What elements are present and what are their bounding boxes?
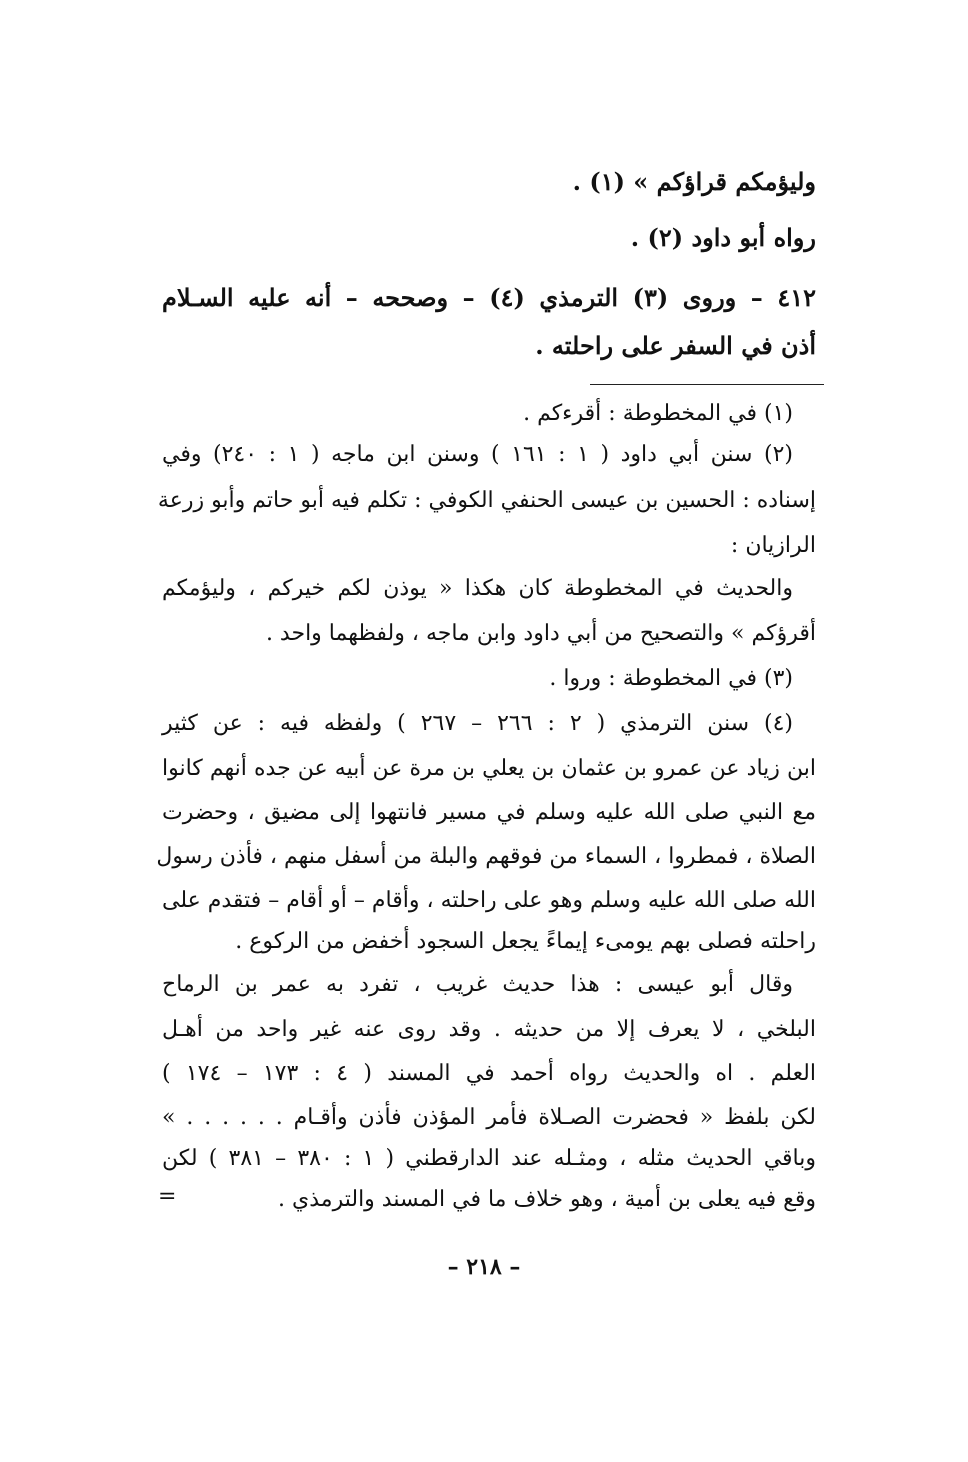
- page-number: – ٢١٨ –: [447, 1254, 521, 1280]
- main-text-line-1: وليؤمكم قراؤكم » (١) .: [572, 167, 816, 196]
- footnote-4-line-6: راحلته فصلى بهم يومىء إيماءً يجعل السجود أخفض من الركوع .: [235, 929, 816, 954]
- continuation-mark: =: [158, 1184, 177, 1209]
- footnote-2-line-2: إسناده : الحسين بن عيسى الحنفي الكوفي : تكلم فيه أبو حاتم وأبو زرعة: [157, 488, 816, 513]
- footnote-4-line-7: وقال أبو عيسى : هذا حديث غريب ، تفرد به عمر بن الرماح: [162, 972, 793, 997]
- footnote-4-line-2: ابن زياد عن عمرو بن عثمان بن يعلي بن مرة عن أبيه عن جده أنهم كانوا: [162, 756, 816, 781]
- footnote-2-line-4: والحديث في المخطوطة كان هكذا « يوذن لكم خيركم ، وليؤمكم: [162, 576, 793, 601]
- footnote-3: (٣) في المخطوطة : وروا .: [549, 666, 793, 691]
- footnote-separator: [590, 384, 824, 385]
- main-text-line-4: أذن في السفر على راحلته .: [535, 331, 816, 360]
- footnote-4-line-11: وباقي الحديث مثله ، ومثـله عند الدارقطني ( ١ : ٣٨٠ – ٣٨١ ) لكن: [162, 1146, 816, 1171]
- footnote-2-line-3: الرازيان :: [730, 533, 816, 558]
- footnote-4-line-9: العلم . اه والحديث رواه أحمد في المسند ( ٤ : ١٧٣ – ١٧٤ ): [162, 1061, 816, 1086]
- footnote-4-line-8: البلخي ، لا يعرف إلا من حديثه . وقد روى عنه غير واحد من أهـل: [162, 1017, 816, 1042]
- footnote-1: (١) في المخطوطة : أقرءكم .: [523, 401, 793, 426]
- footnote-4-line-5: الله صلى الله عليه وسلم وهو على راحلته ، وأقام – أو أقام – فتقدم على: [162, 888, 816, 913]
- main-text-line-3: ٤١٢ – وروى (٣) الترمذي (٤) – وصححه – أنه عليه السـلام: [162, 283, 817, 312]
- footnote-4-line-12: وقع فيه يعلى بن أمية ، وهو خلاف ما في المسند والترمذي .: [278, 1187, 816, 1212]
- main-text-line-2: رواه أبو داود (٢) .: [630, 223, 816, 252]
- footnote-2-line-1: (٢) سنن أبي داود ( ١ : ١٦١ ) وسنن ابن ماجه ( ١ : ٢٤٠) وفي: [162, 442, 793, 467]
- footnote-4-line-4: الصلاة ، فمطروا ، السماء من فوقهم والبلة من أسفل منهم ، فأذن رسول: [156, 844, 816, 869]
- footnote-4-line-1: (٤) سنن الترمذي ( ٢ : ٢٦٦ – ٢٦٧ ) ولفظه فيه : عن كثير: [162, 711, 793, 736]
- footnote-4-line-10: لكن بلفظ « فحضرت الصـلاة فأمر المؤذن فأذن وأقـام . . . . . . »: [162, 1105, 816, 1130]
- footnote-2-line-5: أقرؤكم » والتصحيح من أبي داود وابن ماجه ، ولفظهما واحد .: [265, 621, 816, 646]
- footnote-4-line-3: مع النبي صلى الله عليه وسلم في مسير فانتهوا إلى مضيق ، وحضرت: [162, 800, 816, 825]
